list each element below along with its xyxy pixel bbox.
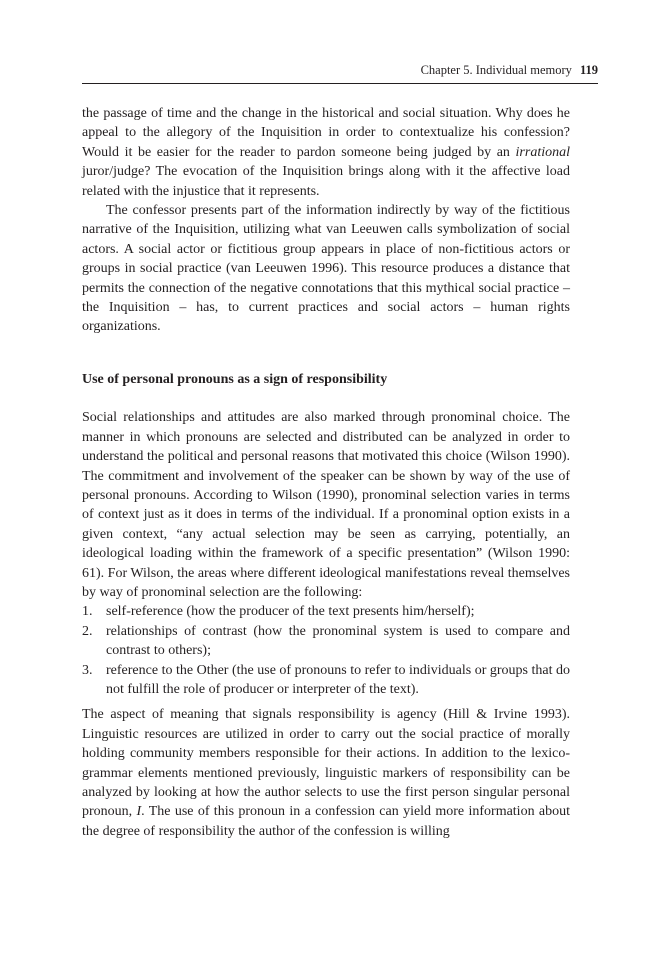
paragraph-1 [82, 104, 570, 201]
list-number: 2. [82, 623, 93, 639]
list-item-text: relationships of contrast (how the pronominal system is used to compare and contrast to others); [106, 623, 570, 659]
section-heading: Use of personal pronouns as a sign of responsibility [82, 371, 388, 387]
paragraph-1-text-b: juror/judge? The evocation of the Inquisition brings along with it the affective load related with the injustice that it represents. [82, 164, 570, 199]
list-number: 1. [82, 604, 93, 620]
numbered-list [82, 602, 570, 699]
list-item [82, 661, 570, 700]
list-number: 3. [82, 662, 93, 678]
paragraph-3: Social relationships and attitudes are also marked through pronominal choice. The manner in which pronouns are selected and distributed can be analyzed in order to understand the political and personal reasons that motivated this choice (Wilson 1990). The commitment and involvement of the speaker can be shown by way of the use of personal pronouns. According to Wilson (1990), pronominal selection varies in terms of context just as it does in terms of the individual. If a pronominal option exists in a given context, “any actual selection may be seen as carrying, potentially, an ideological loading within the framework of a specific presentation” (Wilson 1990: 61). For Wilson, the areas where different ideological manifestations reveal themselves by way of pronominal selection are the following: [82, 410, 570, 600]
paragraph-4 [82, 705, 570, 841]
list-item [82, 602, 570, 621]
paragraph-1-text-a: the passage of time and the change in the historical and social situation. Why does he appeal to the allegory of the Inquisition in order to contextualize his confession? Would it be easier for the reader to pardon someone being judged by an [82, 106, 570, 160]
spacer [82, 389, 570, 408]
page-number: 119 [579, 63, 598, 77]
running-head [82, 62, 598, 78]
body-text [82, 104, 570, 841]
paragraph-4-italic: I [136, 804, 142, 820]
list-item-text: reference to the Other (the use of pronouns to refer to individuals or groups that do not fulfill the role of producer or interpreter of the text). [106, 662, 570, 697]
paragraph-2: The confessor presents part of the information indirectly by way of the fictitious narrative of the Inquisition, utilizing what van Leeuwen calls symbolization of social actors. A social actor or fictitious group appears in place of non-fictitious actors or groups in social practice (van Leeuwen 1996). This resource produces a distance that permits the connection of the negative connotations that this mythical social practice – the Inquisition – has, to current practices and social actors – human rights organizations. [82, 203, 570, 335]
running-title: Chapter 5. Individual memory [420, 63, 572, 77]
spacer [82, 337, 570, 370]
header-rule [82, 83, 598, 84]
list-item-text: self-reference (how the producer of the text presents him/herself); [106, 604, 475, 620]
paragraph-4-text-b: . The use of this pronoun in a confession can yield more information about the degree of responsibility the author of the confession is willing [82, 804, 571, 839]
paragraph-1-italic: irrational [515, 144, 570, 160]
list-item [82, 622, 570, 661]
paragraph-4-text-a: The aspect of meaning that signals responsibility is agency (Hill & Irvine 1993). Linguistic resources are utilized in order to carry out the social practice of morally holding community members responsible for their actions. In addition to the lexico-grammar elements mentioned previously, linguistic markers of responsibility can be analyzed by looking at how the author selects to use the first person singular personal pronoun, [82, 707, 570, 820]
